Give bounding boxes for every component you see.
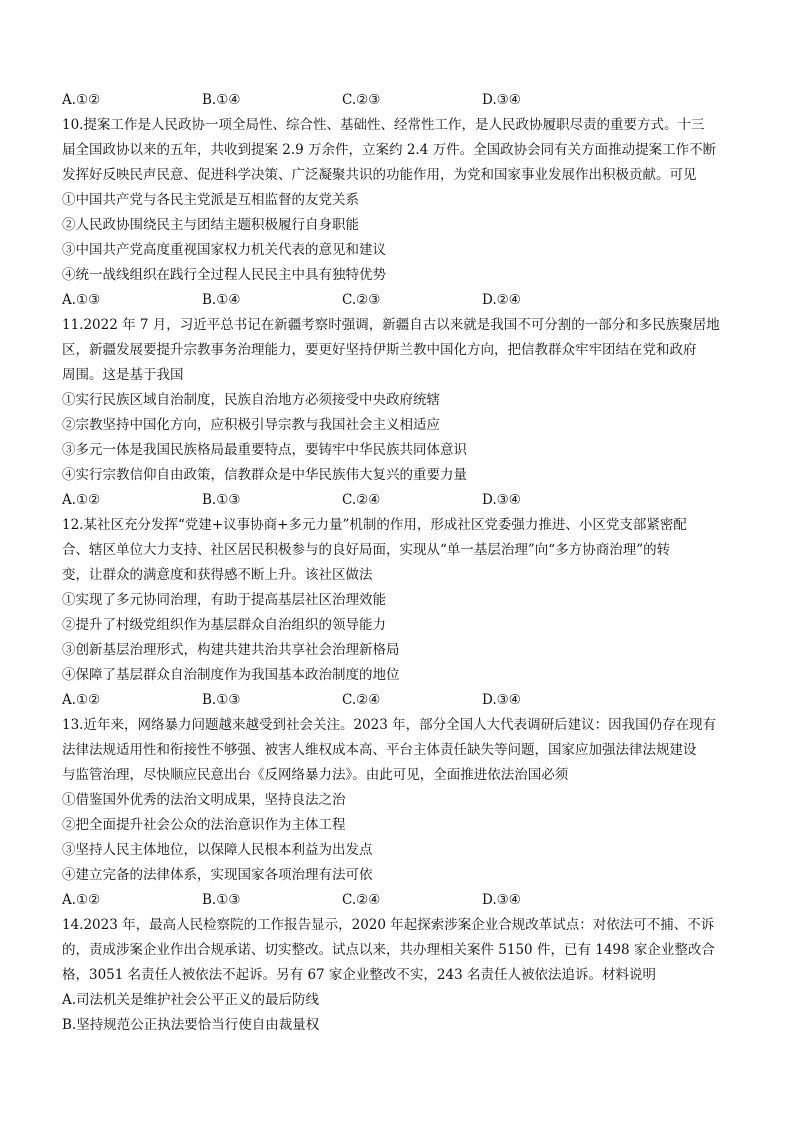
exam-page bbox=[62, 88, 732, 1038]
question-stem-line: 合、辖区单位大力支持、社区居民积极参与的良好局面，实现从“单一基层治理”向“多方协商治理”的转 bbox=[62, 542, 671, 558]
statement: ①中国共产党与各民主党派是互相监督的友党关系 bbox=[62, 192, 359, 208]
option-a: A.①② bbox=[62, 92, 101, 108]
statement: ②人民政协围绕民主与团结主题积极履行自身职能 bbox=[62, 217, 359, 233]
answer-option: B.坚持规范公正执法要恰当行使自由裁量权 bbox=[62, 1017, 320, 1033]
statement: ③中国共产党高度重视国家权力机关代表的意见和建议 bbox=[62, 242, 386, 258]
question-10 bbox=[62, 113, 732, 313]
option-c: C.②③ bbox=[342, 292, 381, 308]
option-d: D.③④ bbox=[482, 892, 521, 908]
question-stem-line: 发挥好反映民声民意、促进科学决策、广泛凝聚共识的功能作用，为党和国家事业发展作出积极贡献。可见 bbox=[62, 167, 697, 183]
question-14 bbox=[62, 913, 732, 1038]
option-a: A.①② bbox=[62, 492, 101, 508]
option-d: D.③④ bbox=[482, 692, 521, 708]
option-c: C.②④ bbox=[342, 892, 381, 908]
question-stem-line: 的，责成涉案企业作出合规承诺、切实整改。试点以来，共办理相关案件 5150 件，已有 1498 家企业整改合 bbox=[62, 942, 715, 958]
statement: ④保障了基层群众自治制度作为我国基本政治制度的地位 bbox=[62, 667, 400, 683]
option-b: B.①③ bbox=[202, 892, 241, 908]
option-row bbox=[62, 88, 732, 113]
statement: ②宗教坚持中国化方向，应积极引导宗教与我国社会主义相适应 bbox=[62, 417, 440, 433]
option-c: C.②③ bbox=[342, 92, 381, 108]
statement: ②提升了村级党组织作为基层群众自治组织的领导能力 bbox=[62, 617, 386, 633]
option-row bbox=[62, 688, 732, 713]
option-row bbox=[62, 888, 732, 913]
option-c: C.②④ bbox=[342, 692, 381, 708]
question-12 bbox=[62, 513, 732, 713]
question-11 bbox=[62, 313, 732, 513]
option-b: B.①④ bbox=[202, 292, 241, 308]
question-13 bbox=[62, 713, 732, 913]
statement: ①借鉴国外优秀的法治文明成果，坚持良法之治 bbox=[62, 792, 346, 808]
option-a: A.①② bbox=[62, 692, 101, 708]
question-stem-line: 12.某社区充分发挥“党建+议事协商+多元力量”机制的作用，形成社区党委强力推进、小区党支部紧密配 bbox=[62, 517, 687, 533]
question-stem-line: 14.2023 年，最高人民检察院的工作报告显示，2020 年起探索涉案企业合规改革试点：对依法可不捕、不诉 bbox=[62, 917, 715, 933]
statement: ③坚持人民主体地位，以保障人民根本利益为出发点 bbox=[62, 842, 373, 858]
statement: ③创新基层治理形式，构建共建共治共享社会治理新格局 bbox=[62, 642, 400, 658]
question-stem-line: 与监管治理，尽快顺应民意出台《反网络暴力法》。由此可见，全面推进依法治国必须 bbox=[62, 767, 569, 783]
statement: ①实行民族区域自治制度，民族自治地方必须接受中央政府统辖 bbox=[62, 392, 440, 408]
statement: ④建立完备的法律体系，实现国家各项治理有法可依 bbox=[62, 867, 373, 883]
option-b: B.①③ bbox=[202, 492, 241, 508]
statement: ④实行宗教信仰自由政策，信教群众是中华民族伟大复兴的重要力量 bbox=[62, 467, 467, 483]
option-c: C.②④ bbox=[342, 492, 381, 508]
option-b: B.①③ bbox=[202, 692, 241, 708]
answer-option: A.司法机关是维护社会公平正义的最后防线 bbox=[62, 992, 320, 1008]
question-stem-line: 届全国政协以来的五年，共收到提案 2.9 万余件，立案约 2.4 万件。全国政协会同有关方面推动提案工作不断 bbox=[62, 142, 717, 158]
option-a: A.①② bbox=[62, 892, 101, 908]
option-row bbox=[62, 288, 732, 313]
question-stem-line: 11.2022 年 7 月，习近平总书记在新疆考察时强调，新疆自古以来就是我国不可分割的一部分和多民族聚居地 bbox=[62, 317, 720, 333]
statement: ③多元一体是我国民族格局最重要特点，要铸牢中华民族共同体意识 bbox=[62, 442, 467, 458]
question-stem-line: 区，新疆发展要提升宗教事务治理能力，要更好坚持伊斯兰教中国化方向，把信教群众牢牢团结在党和政府 bbox=[62, 342, 697, 358]
option-row bbox=[62, 488, 732, 513]
question-stem-line: 周围。这是基于我国 bbox=[62, 367, 184, 383]
statement: ②把全面提升社会公众的法治意识作为主体工程 bbox=[62, 817, 346, 833]
question-stem-line: 13.近年来，网络暴力问题越来越受到社会关注。2023 年，部分全国人大代表调研后建议：因我国仍存在现有 bbox=[62, 717, 717, 733]
question-stem-line: 法律法规适用性和衔接性不够强、被害人维权成本高、平台主体责任缺失等问题，国家应加强法律法规建设 bbox=[62, 742, 697, 758]
question-stem-line: 变，让群众的满意度和获得感不断上升。该社区做法 bbox=[62, 567, 373, 583]
statement: ④统一战线组织在践行全过程人民民主中具有独特优势 bbox=[62, 267, 386, 283]
question-stem-line: 格，3051 名责任人被依法不起诉。另有 67 家企业整改不实，243 名责任人被依法追诉。材料说明 bbox=[62, 967, 656, 983]
statement: ①实现了多元协同治理，有助于提高基层社区治理效能 bbox=[62, 592, 386, 608]
option-d: D.③④ bbox=[482, 492, 521, 508]
option-d: D.③④ bbox=[482, 92, 521, 108]
option-b: B.①④ bbox=[202, 92, 241, 108]
question-stem-line: 10.提案工作是人民政协一项全局性、综合性、基础性、经常性工作，是人民政协履职尽责的重要方式。十三 bbox=[62, 117, 705, 133]
option-a: A.①③ bbox=[62, 292, 101, 308]
option-d: D.②④ bbox=[482, 292, 521, 308]
